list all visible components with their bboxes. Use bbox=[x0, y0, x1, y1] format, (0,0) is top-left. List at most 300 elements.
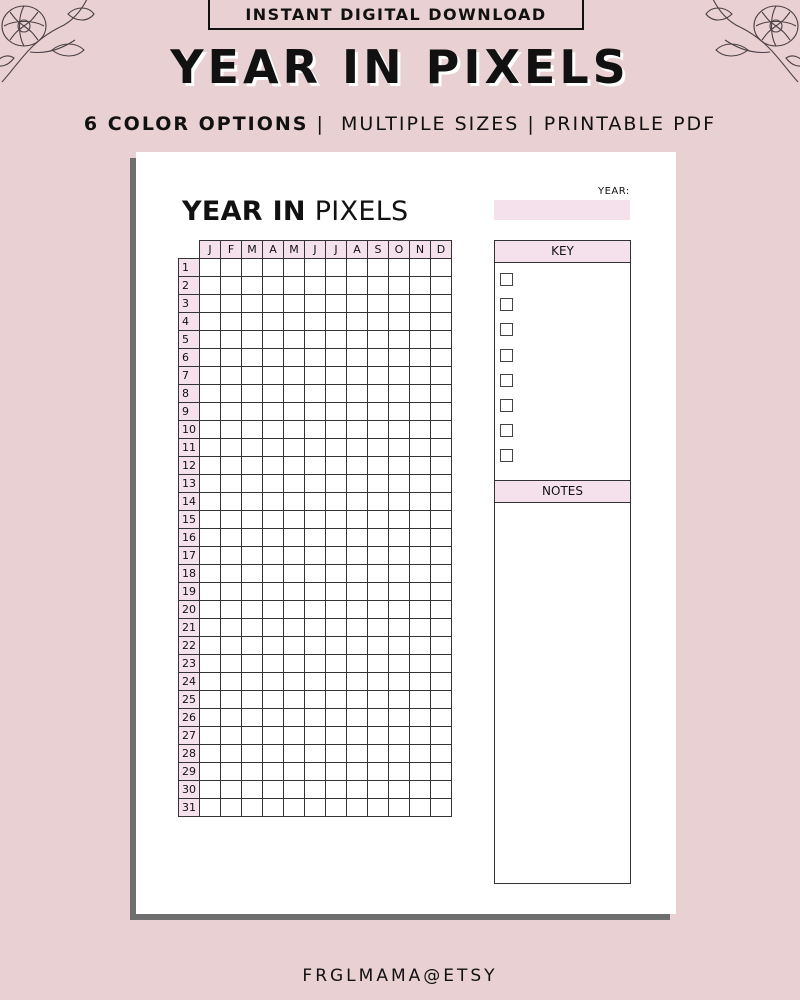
day-label: 13 bbox=[179, 475, 200, 493]
pixel-cell bbox=[410, 727, 431, 745]
pixel-cell bbox=[305, 673, 326, 691]
pixel-cell bbox=[368, 385, 389, 403]
pixel-cell bbox=[284, 691, 305, 709]
pixel-cell bbox=[263, 403, 284, 421]
page-title: YEAR IN PIXELS bbox=[170, 40, 630, 94]
sheet-title-light: PIXELS bbox=[314, 196, 409, 227]
pixel-cell bbox=[368, 349, 389, 367]
pixel-cell bbox=[326, 493, 347, 511]
subtitle-color-options: 6 COLOR OPTIONS bbox=[83, 113, 309, 135]
pixel-cell bbox=[263, 727, 284, 745]
pixel-cell bbox=[431, 673, 452, 691]
pixel-cell bbox=[326, 745, 347, 763]
pixel-cell bbox=[305, 277, 326, 295]
month-header: J bbox=[200, 241, 221, 259]
pixel-cell bbox=[221, 781, 242, 799]
pixel-cell bbox=[431, 727, 452, 745]
pixel-cell bbox=[284, 421, 305, 439]
pixel-cell bbox=[368, 277, 389, 295]
pixel-cell bbox=[284, 367, 305, 385]
pixel-cell bbox=[221, 529, 242, 547]
pixel-cell bbox=[221, 349, 242, 367]
pixel-cell bbox=[431, 781, 452, 799]
pixel-cell bbox=[431, 295, 452, 313]
pixel-cell bbox=[431, 799, 452, 817]
pixel-cell bbox=[347, 385, 368, 403]
pixel-cell bbox=[347, 475, 368, 493]
pixel-cell bbox=[326, 583, 347, 601]
pixel-cell bbox=[389, 385, 410, 403]
checkbox-icon bbox=[500, 323, 513, 336]
pixel-cell bbox=[263, 745, 284, 763]
pixel-cell bbox=[431, 601, 452, 619]
pixel-cell bbox=[326, 457, 347, 475]
pixel-cell bbox=[389, 763, 410, 781]
pixel-cell bbox=[242, 529, 263, 547]
key-header: KEY bbox=[495, 241, 630, 263]
pixel-cell bbox=[410, 349, 431, 367]
checkbox-icon bbox=[500, 298, 513, 311]
pixel-cell bbox=[263, 493, 284, 511]
pixel-cell bbox=[368, 475, 389, 493]
pixel-cell bbox=[242, 421, 263, 439]
pixel-cell bbox=[305, 349, 326, 367]
pixel-cell bbox=[200, 745, 221, 763]
pixel-cell bbox=[284, 763, 305, 781]
pixel-cell bbox=[284, 529, 305, 547]
pixel-cell bbox=[263, 259, 284, 277]
day-label: 17 bbox=[179, 547, 200, 565]
day-label: 22 bbox=[179, 637, 200, 655]
pixel-cell bbox=[326, 349, 347, 367]
pixel-cell bbox=[410, 259, 431, 277]
pixel-cell bbox=[242, 637, 263, 655]
pixel-cell bbox=[347, 655, 368, 673]
grid-corner bbox=[179, 241, 200, 259]
pixel-cell bbox=[284, 385, 305, 403]
instant-download-badge bbox=[208, 0, 584, 30]
pixel-cell bbox=[242, 367, 263, 385]
pixel-cell bbox=[263, 547, 284, 565]
month-header: J bbox=[326, 241, 347, 259]
day-row bbox=[179, 277, 452, 295]
checkbox-icon bbox=[500, 449, 513, 462]
pixel-cell bbox=[326, 637, 347, 655]
pixel-cell bbox=[284, 655, 305, 673]
pixel-cell bbox=[305, 493, 326, 511]
pixel-cell bbox=[284, 565, 305, 583]
pixel-cell bbox=[410, 421, 431, 439]
pixel-cell bbox=[326, 709, 347, 727]
pixel-cell bbox=[221, 799, 242, 817]
pixel-cell bbox=[389, 313, 410, 331]
pixel-cell bbox=[347, 637, 368, 655]
pixel-cell bbox=[242, 457, 263, 475]
pixel-cell bbox=[305, 313, 326, 331]
pixel-cell bbox=[431, 259, 452, 277]
pixel-cell bbox=[242, 295, 263, 313]
day-row bbox=[179, 493, 452, 511]
month-header-row bbox=[179, 241, 452, 259]
day-row bbox=[179, 421, 452, 439]
pixel-cell bbox=[410, 709, 431, 727]
pixel-cell bbox=[242, 709, 263, 727]
pixel-cell bbox=[368, 763, 389, 781]
month-header: D bbox=[431, 241, 452, 259]
day-row bbox=[179, 511, 452, 529]
pixel-cell bbox=[221, 439, 242, 457]
pixel-cell bbox=[284, 313, 305, 331]
checkbox-icon bbox=[500, 424, 513, 437]
pixel-cell bbox=[389, 529, 410, 547]
pixel-cell bbox=[368, 619, 389, 637]
pixel-cell bbox=[368, 709, 389, 727]
pixel-cell bbox=[263, 583, 284, 601]
pixel-cell bbox=[326, 619, 347, 637]
pixel-cell bbox=[347, 331, 368, 349]
pixel-cell bbox=[263, 655, 284, 673]
pixel-cell bbox=[326, 385, 347, 403]
pixel-cell bbox=[431, 421, 452, 439]
pixel-cell bbox=[305, 421, 326, 439]
pixel-cell bbox=[410, 529, 431, 547]
pixel-cell bbox=[305, 565, 326, 583]
pixel-cell bbox=[305, 403, 326, 421]
pixel-cell bbox=[431, 331, 452, 349]
day-label: 6 bbox=[179, 349, 200, 367]
grid-body bbox=[179, 259, 452, 817]
day-label: 5 bbox=[179, 331, 200, 349]
pixel-cell bbox=[347, 673, 368, 691]
day-label: 27 bbox=[179, 727, 200, 745]
pixel-cell bbox=[242, 511, 263, 529]
checkbox-icon bbox=[500, 374, 513, 387]
pixel-cell bbox=[221, 727, 242, 745]
pixel-cell bbox=[284, 799, 305, 817]
pixel-cell bbox=[263, 439, 284, 457]
sheet-title-bold: YEAR IN bbox=[182, 196, 306, 227]
pixel-cell bbox=[263, 691, 284, 709]
day-row bbox=[179, 655, 452, 673]
pixel-cell bbox=[431, 457, 452, 475]
pixel-cell bbox=[305, 637, 326, 655]
month-header: A bbox=[347, 241, 368, 259]
pixel-cell bbox=[242, 475, 263, 493]
pixel-cell bbox=[326, 367, 347, 385]
pixel-cell bbox=[221, 637, 242, 655]
pixel-cell bbox=[221, 421, 242, 439]
pixel-cell bbox=[368, 403, 389, 421]
day-row bbox=[179, 295, 452, 313]
pixel-cell bbox=[242, 403, 263, 421]
pixel-cell bbox=[347, 781, 368, 799]
pixel-cell bbox=[200, 421, 221, 439]
pixel-cell bbox=[221, 763, 242, 781]
pixel-cell bbox=[221, 673, 242, 691]
day-label: 8 bbox=[179, 385, 200, 403]
pixel-cell bbox=[221, 331, 242, 349]
pixel-cell bbox=[326, 403, 347, 421]
pixel-cell bbox=[305, 385, 326, 403]
year-label: YEAR: bbox=[598, 186, 630, 197]
pixel-cell bbox=[410, 493, 431, 511]
pixel-cell bbox=[242, 313, 263, 331]
day-row bbox=[179, 601, 452, 619]
pixel-cell bbox=[326, 763, 347, 781]
checkbox-icon bbox=[500, 273, 513, 286]
pixel-cell bbox=[242, 745, 263, 763]
pixel-cell bbox=[431, 349, 452, 367]
pixel-cell bbox=[431, 745, 452, 763]
pixel-cell bbox=[410, 619, 431, 637]
pixel-cell bbox=[284, 403, 305, 421]
key-item bbox=[500, 317, 630, 342]
day-label: 21 bbox=[179, 619, 200, 637]
pixel-cell bbox=[284, 439, 305, 457]
pixel-cell bbox=[200, 457, 221, 475]
pixel-cell bbox=[200, 619, 221, 637]
pixel-cell bbox=[431, 709, 452, 727]
day-row bbox=[179, 349, 452, 367]
pixel-cell bbox=[326, 673, 347, 691]
pixel-cell bbox=[284, 637, 305, 655]
pixel-cell bbox=[431, 583, 452, 601]
key-item bbox=[500, 393, 630, 418]
pixel-cell bbox=[431, 277, 452, 295]
pixel-cell bbox=[347, 547, 368, 565]
pixel-cell bbox=[368, 637, 389, 655]
pixel-cell bbox=[410, 277, 431, 295]
pixel-cell bbox=[200, 277, 221, 295]
pixel-cell bbox=[200, 655, 221, 673]
day-row bbox=[179, 709, 452, 727]
key-item bbox=[500, 418, 630, 443]
pixel-cell bbox=[347, 619, 368, 637]
pixel-cell bbox=[305, 529, 326, 547]
day-label: 3 bbox=[179, 295, 200, 313]
pixel-cell bbox=[368, 655, 389, 673]
pixel-cell bbox=[347, 313, 368, 331]
day-label: 24 bbox=[179, 673, 200, 691]
pixel-cell bbox=[389, 781, 410, 799]
pixel-cell bbox=[368, 781, 389, 799]
month-header: M bbox=[242, 241, 263, 259]
pixel-cell bbox=[326, 331, 347, 349]
pixel-cell bbox=[242, 583, 263, 601]
day-row bbox=[179, 727, 452, 745]
key-item bbox=[500, 292, 630, 317]
pixel-cell bbox=[431, 439, 452, 457]
pixel-cell bbox=[431, 403, 452, 421]
pixel-cell bbox=[284, 259, 305, 277]
month-header: M bbox=[284, 241, 305, 259]
pixel-cell bbox=[347, 691, 368, 709]
day-row bbox=[179, 313, 452, 331]
pixel-cell bbox=[326, 799, 347, 817]
pixel-cell bbox=[242, 565, 263, 583]
pixel-cell bbox=[347, 709, 368, 727]
pixel-cell bbox=[200, 259, 221, 277]
pixel-cell bbox=[263, 763, 284, 781]
pixel-cell bbox=[263, 529, 284, 547]
pixel-cell bbox=[368, 259, 389, 277]
key-item bbox=[500, 368, 630, 393]
pixel-cell bbox=[389, 439, 410, 457]
pixel-cell bbox=[389, 655, 410, 673]
pixel-cell bbox=[284, 349, 305, 367]
pixel-cell bbox=[431, 493, 452, 511]
pixel-cell bbox=[347, 583, 368, 601]
pixel-cell bbox=[284, 295, 305, 313]
pixel-cell bbox=[389, 547, 410, 565]
pixel-cell bbox=[284, 745, 305, 763]
subtitle-details: | MULTIPLE SIZES | PRINTABLE PDF bbox=[308, 113, 717, 135]
pixel-cell bbox=[347, 295, 368, 313]
pixel-cell bbox=[242, 619, 263, 637]
pixel-cell bbox=[242, 331, 263, 349]
day-label: 9 bbox=[179, 403, 200, 421]
pixel-cell bbox=[431, 565, 452, 583]
day-row bbox=[179, 367, 452, 385]
pixel-cell bbox=[263, 637, 284, 655]
pixel-cell bbox=[284, 601, 305, 619]
pixel-cell bbox=[431, 763, 452, 781]
day-label: 14 bbox=[179, 493, 200, 511]
pixel-cell bbox=[305, 331, 326, 349]
pixel-cell bbox=[389, 511, 410, 529]
pixel-cell bbox=[389, 331, 410, 349]
pixel-cell bbox=[326, 529, 347, 547]
day-row bbox=[179, 259, 452, 277]
pixel-cell bbox=[200, 331, 221, 349]
pixel-cell bbox=[263, 349, 284, 367]
pixel-cell bbox=[263, 385, 284, 403]
pixel-cell bbox=[242, 781, 263, 799]
pixel-cell bbox=[242, 799, 263, 817]
pixel-cell bbox=[200, 367, 221, 385]
pixel-cell bbox=[410, 601, 431, 619]
pixel-cell bbox=[410, 673, 431, 691]
pixel-cell bbox=[263, 367, 284, 385]
pixel-cell bbox=[326, 691, 347, 709]
pixel-cell bbox=[242, 727, 263, 745]
pixel-cell bbox=[200, 511, 221, 529]
pixel-cell bbox=[263, 457, 284, 475]
pixel-cell bbox=[347, 493, 368, 511]
pixel-cell bbox=[263, 475, 284, 493]
key-list bbox=[495, 263, 630, 469]
pixel-cell bbox=[200, 529, 221, 547]
pixel-cell bbox=[284, 727, 305, 745]
pixel-cell bbox=[263, 799, 284, 817]
pixel-cell bbox=[347, 511, 368, 529]
pixel-cell bbox=[410, 655, 431, 673]
pixel-cell bbox=[263, 709, 284, 727]
pixel-cell bbox=[284, 583, 305, 601]
month-header: N bbox=[410, 241, 431, 259]
pixel-cell bbox=[200, 385, 221, 403]
pixel-cell bbox=[431, 385, 452, 403]
pixel-cell bbox=[410, 385, 431, 403]
pixel-cell bbox=[431, 529, 452, 547]
pixel-cell bbox=[389, 475, 410, 493]
pixel-cell bbox=[368, 493, 389, 511]
pixel-cell bbox=[368, 601, 389, 619]
pixel-cell bbox=[200, 439, 221, 457]
pixel-cell bbox=[221, 403, 242, 421]
pixel-cell bbox=[347, 367, 368, 385]
day-label: 31 bbox=[179, 799, 200, 817]
pixel-cell bbox=[389, 745, 410, 763]
checkbox-icon bbox=[500, 349, 513, 362]
pixel-cell bbox=[200, 493, 221, 511]
pixel-cell bbox=[389, 277, 410, 295]
pixel-cell bbox=[221, 457, 242, 475]
pixel-cell bbox=[410, 457, 431, 475]
pixel-cell bbox=[263, 673, 284, 691]
pixel-cell bbox=[326, 475, 347, 493]
day-label: 1 bbox=[179, 259, 200, 277]
day-row bbox=[179, 457, 452, 475]
pixel-cell bbox=[200, 781, 221, 799]
pixel-cell bbox=[200, 709, 221, 727]
pixel-cell bbox=[326, 421, 347, 439]
pixel-cell bbox=[305, 727, 326, 745]
day-row bbox=[179, 331, 452, 349]
pixel-cell bbox=[389, 295, 410, 313]
pixel-cell bbox=[368, 313, 389, 331]
pixel-cell bbox=[347, 277, 368, 295]
pixel-cell bbox=[221, 655, 242, 673]
pixel-cell bbox=[221, 493, 242, 511]
pixel-cell bbox=[347, 601, 368, 619]
pixel-cell bbox=[305, 781, 326, 799]
day-label: 4 bbox=[179, 313, 200, 331]
pixel-cell bbox=[200, 349, 221, 367]
pixel-cell bbox=[200, 673, 221, 691]
pixel-cell bbox=[284, 619, 305, 637]
pixel-cell bbox=[410, 745, 431, 763]
pixel-cell bbox=[368, 745, 389, 763]
pixel-cell bbox=[410, 637, 431, 655]
key-panel bbox=[494, 240, 631, 481]
pixel-cell bbox=[410, 691, 431, 709]
day-row bbox=[179, 565, 452, 583]
year-field bbox=[494, 200, 630, 220]
pixel-cell bbox=[305, 745, 326, 763]
pixel-cell bbox=[389, 457, 410, 475]
month-header: O bbox=[389, 241, 410, 259]
pixel-cell bbox=[368, 367, 389, 385]
pixel-cell bbox=[263, 421, 284, 439]
pixel-cell bbox=[200, 763, 221, 781]
pixel-cell bbox=[200, 475, 221, 493]
pixel-cell bbox=[200, 601, 221, 619]
pixel-cell bbox=[431, 511, 452, 529]
pixel-cell bbox=[389, 619, 410, 637]
pixel-cell bbox=[410, 331, 431, 349]
pixel-cell bbox=[389, 583, 410, 601]
pixel-cell bbox=[305, 511, 326, 529]
pixel-cell bbox=[305, 547, 326, 565]
pixel-cell bbox=[410, 763, 431, 781]
month-header: J bbox=[305, 241, 326, 259]
pixel-cell bbox=[368, 457, 389, 475]
day-row bbox=[179, 475, 452, 493]
day-label: 23 bbox=[179, 655, 200, 673]
pixel-cell bbox=[263, 313, 284, 331]
pixel-cell bbox=[263, 601, 284, 619]
